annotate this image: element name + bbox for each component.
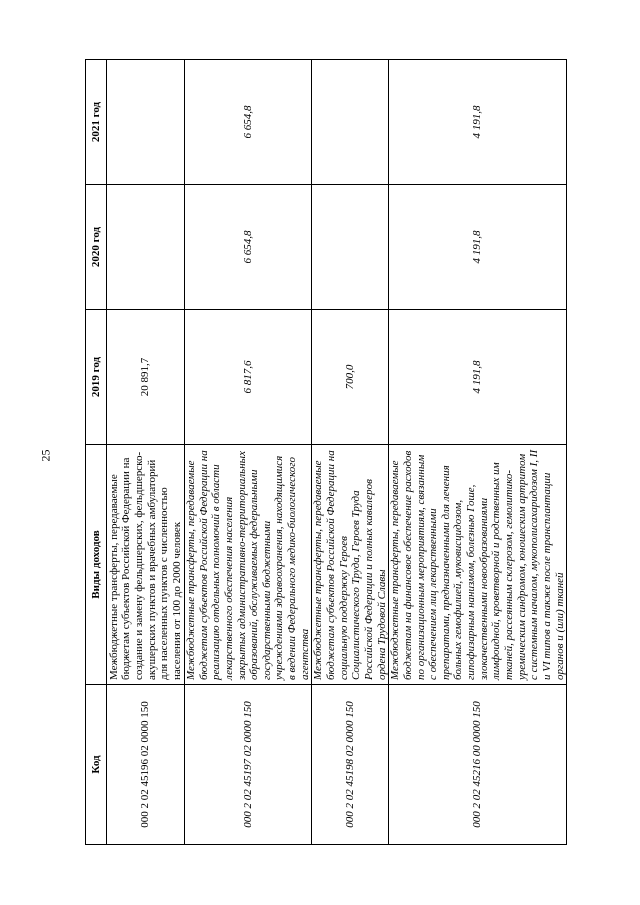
table-row xyxy=(312,60,389,845)
row-value-2020 xyxy=(312,185,389,310)
row-value-2021: 4 191,8 xyxy=(389,60,567,185)
row-code: 000 2 02 45198 02 0000 150 xyxy=(312,685,389,845)
row-description: Межбюджетные трансферты, передаваемые бюджетам субъектов Российской Федерации на социальную поддержку Героев Социалистического Труда, Героев Труда Российской Федерации и полных кавалеров ордена Трудовой Славы xyxy=(312,445,389,685)
page-number: 25 xyxy=(38,449,53,462)
header-2019: 2019 год xyxy=(86,310,107,445)
row-value-2019: 700,0 xyxy=(312,310,389,445)
row-code: 000 2 02 45216 00 0000 150 xyxy=(389,685,567,845)
revenue-table xyxy=(85,59,567,845)
row-description: Межбюджетные трансферты, передаваемые бюджетам субъектов Российской Федерации на создание и замену фельдшерских, фельдшерско-акушерских пунктов и врачебных амбулаторий для населенных пунктов с численностью населения от 100 до 2000 человек xyxy=(107,445,185,685)
table-row xyxy=(107,60,185,845)
row-code: 000 2 02 45197 02 0000 150 xyxy=(185,685,312,845)
row-value-2019: 4 191,8 xyxy=(389,310,567,445)
header-code: Код xyxy=(86,685,107,845)
header-description: Виды доходов xyxy=(86,445,107,685)
header-2020: 2020 год xyxy=(86,185,107,310)
row-value-2021 xyxy=(107,60,185,185)
table-row xyxy=(185,60,312,845)
row-value-2020: 6 654,8 xyxy=(185,185,312,310)
row-value-2019: 20 891,7 xyxy=(107,310,185,445)
table-row xyxy=(389,60,567,845)
row-value-2020: 4 191,8 xyxy=(389,185,567,310)
row-value-2019: 6 817,6 xyxy=(185,310,312,445)
row-value-2021: 6 654,8 xyxy=(185,60,312,185)
table-header-row xyxy=(86,60,107,845)
row-value-2021 xyxy=(312,60,389,185)
header-2021: 2021 год xyxy=(86,60,107,185)
row-value-2020 xyxy=(107,185,185,310)
row-description: Межбюджетные трансферты, передаваемые бюджетам на финансовое обеспечение расходов по организационным мероприятиям, связанным с обеспечением лиц лекарственными препаратами, предназначенными для лечения больных гемофилией, муковисцидозом, гипофизарным нанизмом, болезнью Гоше, злокачественными новообразованиями лимфоидной, кроветворной и родственных им тканей, рассеянным склерозом, гемолитико-уремическим синдромом, юношеским артритом с системным началом, мукополисахаридозом I, II и VI типов а также после трансплантации органов и (или) тканей xyxy=(389,445,567,685)
revenue-table-container xyxy=(85,60,566,845)
row-description: Межбюджетные трансферты, передаваемые бюджетам субъектов Российской Федерации на реализацию отдельных полномочий в области лекарственного обеспечения населения закрытых административно-территориальных образований, обслуживаемых федеральными государственными бюджетными учреждениями здравоохранения, находящимися в ведении Федерального медико-биологического агентства xyxy=(185,445,312,685)
row-code: 000 2 02 45196 02 0000 150 xyxy=(107,685,185,845)
